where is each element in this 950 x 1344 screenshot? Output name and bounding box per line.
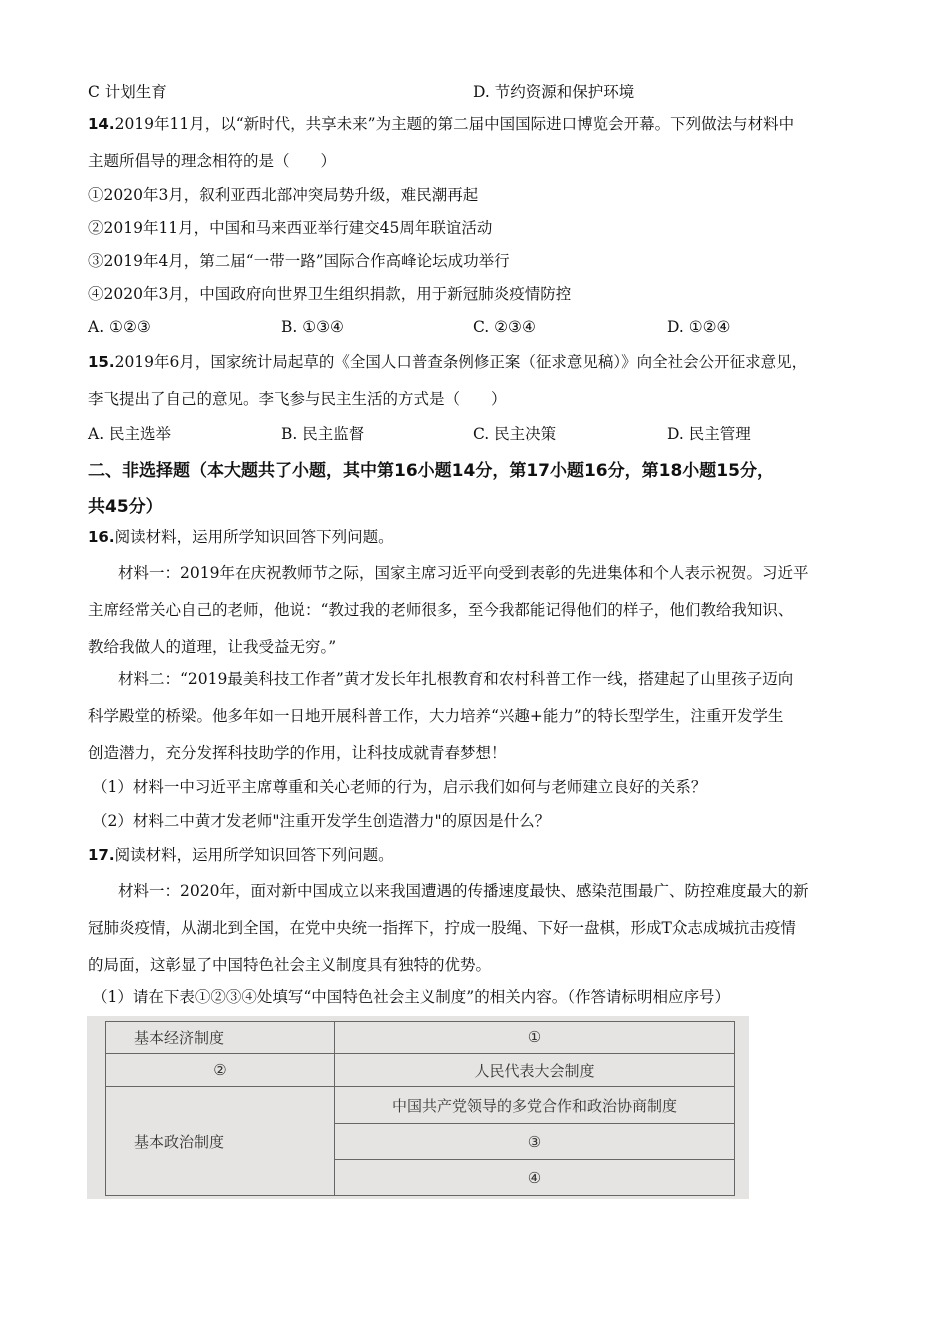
socialist-system-table xyxy=(105,1021,735,1196)
q14-item-4: ④2020年3月，中国政府向世界卫生组织捐款，用于新冠肺炎疫情防控 xyxy=(88,285,572,303)
table-cell-blank-3: ③ xyxy=(335,1124,735,1160)
q15-stem-line1 xyxy=(88,352,807,372)
q14-stem-line2: 主题所倡导的理念相符的是（ ） xyxy=(88,152,337,170)
table-cell-blank-1: ① xyxy=(335,1022,735,1054)
q14-number: 14. xyxy=(88,115,115,133)
q14-option-a: A. ①②③ xyxy=(88,318,151,336)
section2-heading-line1: 二、非选择题（本大题共了小题，其中第16小题14分，第17小题16分，第18小题15分， xyxy=(88,461,774,481)
table-cell-npc-system: 人民代表大会制度 xyxy=(335,1053,735,1087)
q16-subquestion-1: （1）材料一中习近平主席尊重和关心老师的行为，启示我们如何与老师建立良好的关系？ xyxy=(92,778,707,796)
q17-material1-line3: 的局面，这彰显了中国特色社会主义制度具有独特的优势。 xyxy=(88,956,492,974)
table-cell-economic-system: 基本经济制度 xyxy=(106,1022,335,1054)
q16-material1-line2: 主席经常关心自己的老师，他说：“教过我的老师很多，至今我都能记得他们的样子，他们教给我知识、 xyxy=(88,601,794,619)
q16-number: 16. xyxy=(88,528,115,546)
q14-option-c: C. ②③④ xyxy=(473,318,536,336)
q15-number: 15. xyxy=(88,353,115,371)
q17-material1-line1: 材料一：2020年，面对新中国成立以来我国遭遇的传播速度最快、感染范围最广、防控难度最大的新 xyxy=(118,882,809,900)
q15-option-b: B. 民主监督 xyxy=(281,425,365,443)
q14-item-2: ②2019年11月，中国和马来西亚举行建交45周年联谊活动 xyxy=(88,219,493,237)
scanned-table-image xyxy=(87,1016,749,1199)
q16-intro xyxy=(88,527,394,547)
q13-option-d: D. 节约资源和保护环境 xyxy=(473,83,635,101)
q16-subquestion-2: （2）材料二中黄才发老师"注重开发学生创造潜力"的原因是什么？ xyxy=(92,812,551,830)
q15-text1: 2019年6月，国家统计局起草的《全国人口普查条例修正案（征求意见稿）》向全社会公开征求意见， xyxy=(114,353,808,371)
q15-option-a: A. 民主选举 xyxy=(88,425,172,443)
q14-item-1: ①2020年3月，叙利亚西北部冲突局势升级，难民潮再起 xyxy=(88,186,479,204)
q14-option-d: D. ①②④ xyxy=(667,318,731,336)
section2-heading-line2: 共45分） xyxy=(88,497,163,517)
q15-option-d: D. 民主管理 xyxy=(667,425,751,443)
q14-item-3: ③2019年4月，第二届“一带一路”国际合作高峰论坛成功举行 xyxy=(88,252,510,270)
table-cell-political-system: 基本政治制度 xyxy=(106,1087,335,1196)
table-row xyxy=(106,1053,735,1087)
q17-number: 17. xyxy=(88,846,115,864)
q16-material2-line3: 创造潜力，充分发挥科技助学的作用，让科技成就青春梦想！ xyxy=(88,744,507,762)
q16-intro-text: 阅读材料，运用所学知识回答下列问题。 xyxy=(114,528,394,546)
q13-option-c: C 计划生育 xyxy=(88,83,167,101)
table-cell-blank-2: ② xyxy=(106,1053,335,1087)
table-cell-multiparty-system: 中国共产党领导的多党合作和政治协商制度 xyxy=(335,1087,735,1124)
table-row xyxy=(106,1022,735,1054)
q17-intro xyxy=(88,845,394,865)
q14-option-b: B. ①③④ xyxy=(281,318,344,336)
q14-text1: 2019年11月，以“新时代，共享未来”为主题的第二届中国国际进口博览会开幕。下列做法与材料中 xyxy=(114,115,795,133)
q16-material1-line3: 教给我做人的道理，让我受益无穷。” xyxy=(88,638,337,656)
q14-stem-line1 xyxy=(88,114,794,134)
q17-intro-text: 阅读材料，运用所学知识回答下列问题。 xyxy=(114,846,394,864)
q15-stem-line2: 李飞提出了自己的意见。李飞参与民主生活的方式是（ ） xyxy=(88,390,507,408)
q17-subquestion-1: （1）请在下表①②③④处填写“中国特色社会主义制度”的相关内容。（作答请标明相应序号） xyxy=(92,988,730,1006)
q16-material1-line1: 材料一：2019年在庆祝教师节之际，国家主席习近平向受到表彰的先进集体和个人表示祝贺。习近平 xyxy=(118,564,809,582)
table-row xyxy=(106,1087,735,1124)
q15-option-c: C. 民主决策 xyxy=(473,425,557,443)
q16-material2-line2: 科学殿堂的桥梁。他多年如一日地开展科普工作，大力培养“兴趣+能力”的特长型学生，注重开发学生 xyxy=(88,707,784,725)
table-cell-blank-4: ④ xyxy=(335,1160,735,1196)
q16-material2-line1: 材料二：“2019最美科技工作者”黄才发长年扎根教育和农村科普工作一线，搭建起了山里孩子迈向 xyxy=(118,670,794,688)
q17-material1-line2: 冠肺炎疫情，从湖北到全国，在党中央统一指挥下，拧成一股绳、下好一盘棋，形成T众志成城抗击疫情 xyxy=(88,919,796,937)
